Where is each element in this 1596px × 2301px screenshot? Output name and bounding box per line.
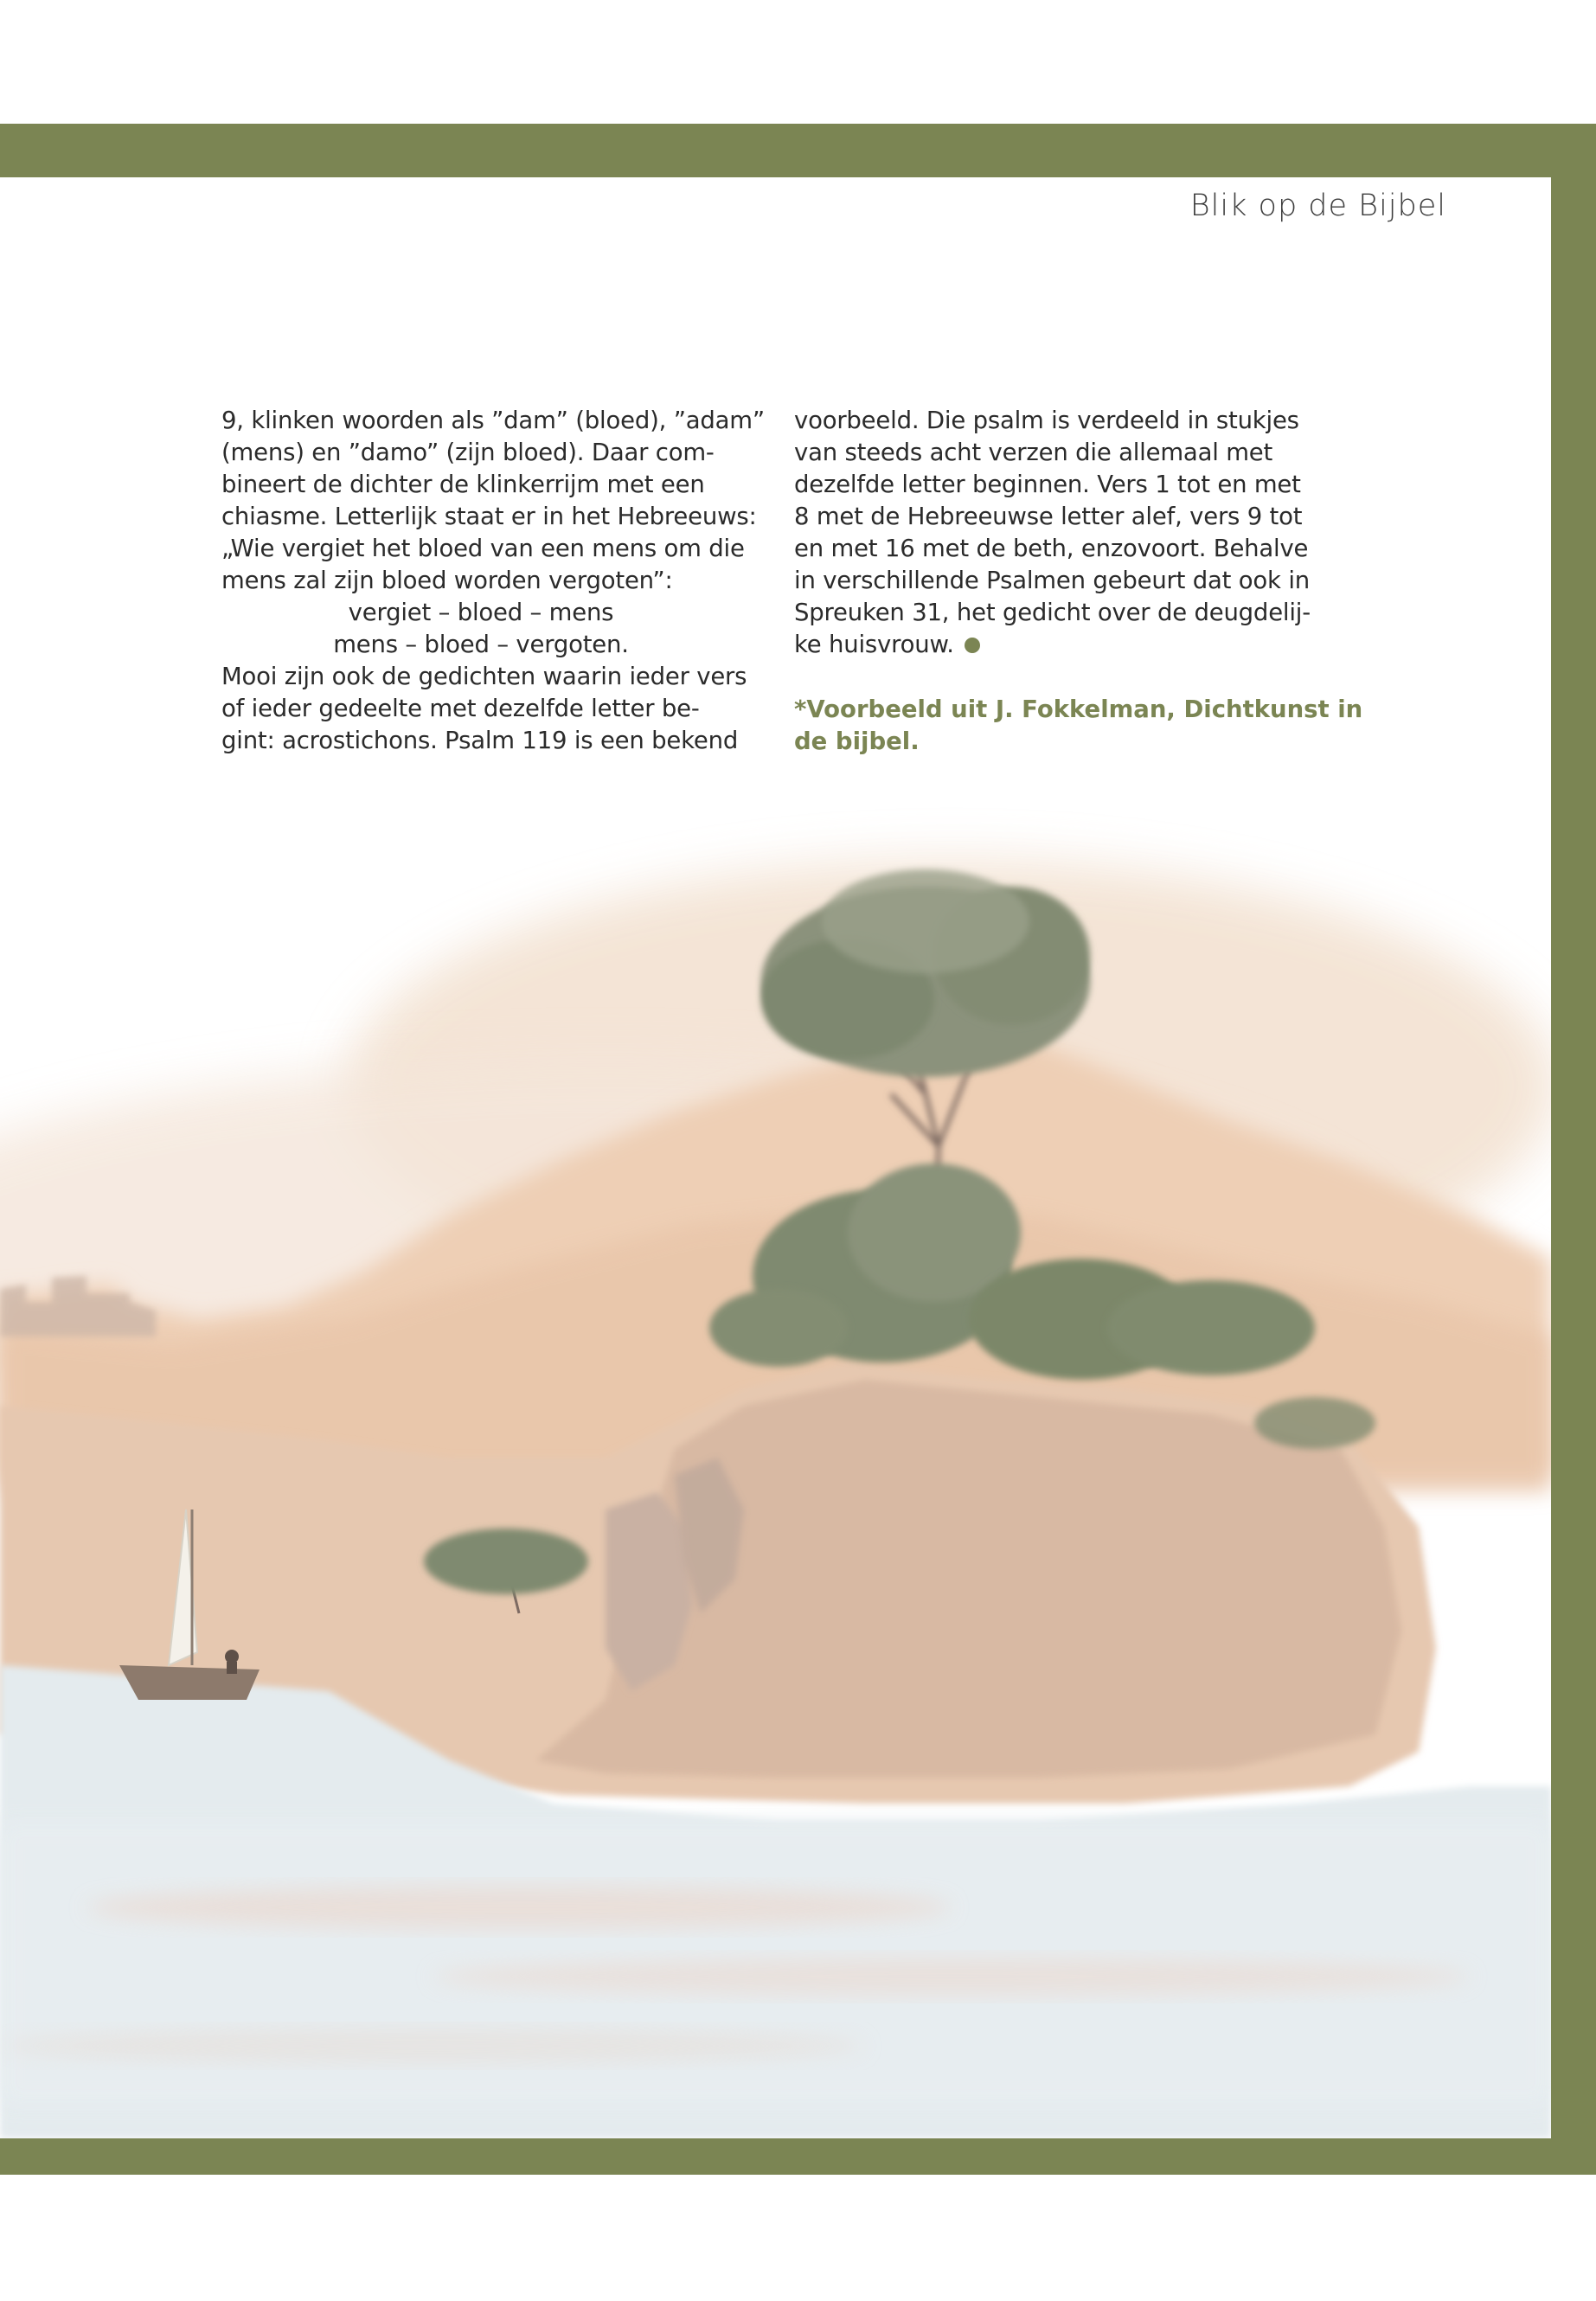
text-line: Mooi zijn ook de gedichten waarin ieder vers [221, 663, 747, 690]
text-line-end: ke huisvrouw. [794, 631, 954, 658]
text-line: chiasme. Letterlijk staat er in het Hebreeuws: [221, 503, 757, 530]
frame-right-border [1551, 124, 1596, 2175]
footnote-line: *Voorbeeld uit J. Fokkelman, Dichtkunst in [794, 695, 1363, 723]
text-line: in verschillende Psalmen gebeurt dat ook in [794, 567, 1310, 594]
text-line: van steeds acht verzen die allemaal met [794, 439, 1273, 466]
frame-top-border [0, 124, 1596, 177]
text-line: dezelfde letter beginnen. Vers 1 tot en met [794, 471, 1301, 498]
text-line: mens zal zijn bloed worden vergoten”: [221, 567, 673, 594]
end-mark-dot [965, 638, 980, 653]
running-head: Blik op de Bijbel [1189, 189, 1446, 223]
footnote [794, 694, 1363, 758]
chiasm-line: mens – bloed – vergoten. [333, 631, 629, 658]
text-line: gint: acrostichons. Psalm 119 is een bekend [221, 727, 739, 754]
text-line: „Wie vergiet het bloed van een mens om die [221, 535, 745, 562]
last-text-line [794, 629, 1348, 661]
text-line: 8 met de Hebreeuwse letter alef, vers 9 tot [794, 503, 1303, 530]
frame-bottom-border [0, 2138, 1596, 2175]
text-line: en met 16 met de beth, enzovoort. Behalve [794, 535, 1309, 562]
text-line: bineert de dichter de klinkerrijm met een [221, 471, 705, 498]
footnote-line: de bijbel. [794, 727, 920, 755]
text-line: voorbeeld. Die psalm is verdeeld in stukjes [794, 407, 1299, 434]
left-column [221, 405, 775, 757]
right-column [794, 405, 1348, 661]
text-line: of ieder gedeelte met dezelfde letter be- [221, 695, 700, 722]
chiasm-line: vergiet – bloed – mens [348, 599, 614, 626]
text-line: 9, klinken woorden als ”dam” (bloed), ”adam” [221, 407, 765, 434]
text-line: Spreuken 31, het gedicht over de deugdelij- [794, 599, 1311, 626]
text-line: (mens) en ”damo” (zijn bloed). Daar com- [221, 439, 715, 466]
